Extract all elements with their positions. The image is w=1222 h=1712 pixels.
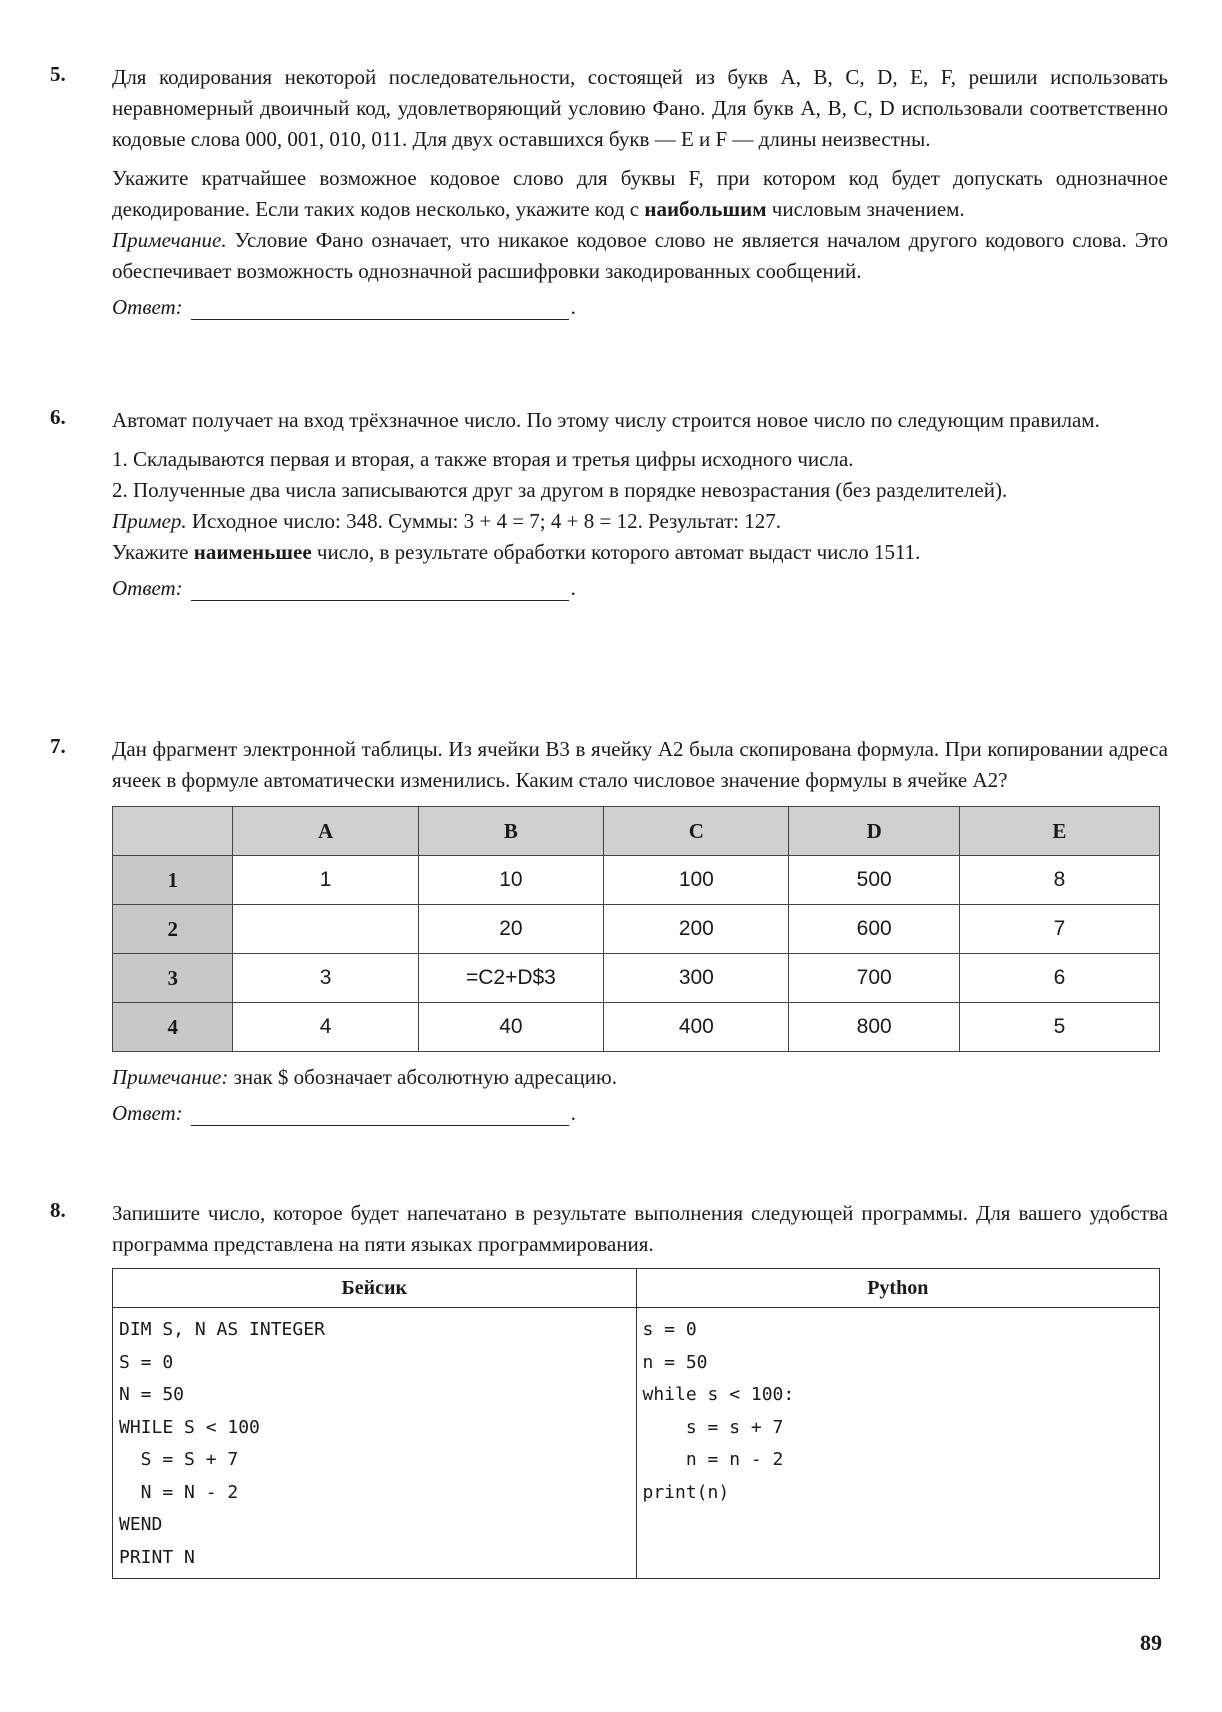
task-6-example: Пример. Исходное число: 348. Суммы: 3 + 4 = 7; 4 + 8 = 12. Результат: 127. — [112, 509, 781, 533]
cell-e2: 7 — [959, 905, 1159, 954]
basic-code-line: PRINT N — [119, 1546, 195, 1568]
basic-code-line: N = 50 — [119, 1384, 185, 1405]
answer-line: Ответ: . — [112, 576, 576, 600]
spreadsheet-table — [112, 806, 1160, 1052]
spreadsheet-row — [113, 954, 1160, 1003]
row-header: 3 — [113, 954, 233, 1003]
answer-blank[interactable] — [191, 578, 569, 601]
basic-code-line: N = N - 2 — [119, 1481, 239, 1503]
task-5-statement: Для кодирования некоторой последовательности, состоящей из букв A, B, C, D, E, F, решили использовать неравномерный двоичный код, удовлетворяющий условию Фано. Для букв A, B, C, D использовали соответственно кодовые слова 000, 001, 010, 011. Для двух оставшихся букв — E и F — длины неизвестны. — [112, 65, 1168, 151]
page-number: 89 — [1140, 1630, 1162, 1655]
task-6-question: Укажите наименьшее число, в результате обработки которого автомат выдаст число 1511. — [112, 540, 921, 564]
column-header-a: A — [233, 807, 418, 856]
basic-code-line: S = 0 — [119, 1351, 174, 1373]
task-6-statement: Автомат получает на вход трёхзначное число. По этому числу строится новое число по следующим правилам. — [112, 408, 1100, 432]
cell-c2: 200 — [604, 905, 789, 954]
task-7-statement: Дан фрагмент электронной таблицы. Из ячейки B3 в ячейку A2 была скопирована формула. При копировании адреса ячеек в формуле автоматически изменились. Каким стало числовое значение формулы в ячейке A2? — [112, 737, 1168, 792]
cell-c1: 100 — [604, 856, 789, 905]
spreadsheet-row — [113, 905, 1160, 954]
cell-c4: 400 — [604, 1003, 789, 1052]
cell-a4: 4 — [233, 1003, 418, 1052]
cell-d1: 500 — [789, 856, 959, 905]
answer-line: Ответ: . — [112, 1101, 576, 1125]
task-7-note: Примечание: знак $ обозначает абсолютную адресацию. — [112, 1065, 617, 1089]
code-table — [112, 1268, 1160, 1579]
column-header-e: E — [959, 807, 1159, 856]
row-header: 2 — [113, 905, 233, 954]
cell-a1: 1 — [233, 856, 418, 905]
cell-b1: 10 — [418, 856, 604, 905]
answer-blank[interactable] — [191, 297, 569, 320]
basic-code-line: WHILE S < 100 — [119, 1416, 260, 1438]
task-6-rule-1: 1. Складываются первая и вторая, а также вторая и третья цифры исходного числа. — [112, 447, 854, 471]
python-header: Python — [636, 1269, 1160, 1308]
task-number: 7. — [50, 734, 66, 758]
task-6-rule-2: 2. Полученные два числа записываются друг за другом в порядке невозрастания (без разделителей). — [112, 478, 1008, 502]
column-header-d: D — [789, 807, 959, 856]
task-5-question: Укажите кратчайшее возможное кодовое слово для буквы F, при котором код будет допускать однозначное декодирование. Если таких кодов несколько, укажите код с наибольшим числовым значением. — [112, 166, 1168, 221]
column-header-b: B — [418, 807, 604, 856]
cell-c3: 300 — [604, 954, 789, 1003]
answer-label: Ответ: — [112, 576, 183, 600]
cell-b4: 40 — [418, 1003, 604, 1052]
answer-blank[interactable] — [191, 1103, 569, 1126]
python-code-line: n = n - 2 — [642, 1449, 784, 1470]
cell-a3: 3 — [233, 954, 418, 1003]
python-code-line: n = 50 — [642, 1351, 708, 1373]
cell-e1: 8 — [959, 856, 1159, 905]
task-number: 5. — [50, 62, 66, 86]
basic-code-cell — [113, 1308, 637, 1579]
column-header-c: C — [604, 807, 789, 856]
task-number: 8. — [50, 1198, 66, 1222]
cell-a2 — [233, 905, 418, 954]
spreadsheet-row — [113, 856, 1160, 905]
basic-code-line: S = S + 7 — [119, 1449, 239, 1470]
cell-e3: 6 — [959, 954, 1159, 1003]
spreadsheet-row — [113, 1003, 1160, 1052]
cell-e4: 5 — [959, 1003, 1159, 1052]
answer-label: Ответ: — [112, 295, 183, 319]
cell-d2: 600 — [789, 905, 959, 954]
python-code-line: print(n) — [642, 1481, 730, 1503]
basic-code-line: DIM S, N AS INTEGER — [119, 1319, 325, 1340]
row-header: 1 — [113, 856, 233, 905]
python-code-cell — [636, 1308, 1160, 1579]
cell-d4: 800 — [789, 1003, 959, 1052]
task-5-note: Примечание. Условие Фано означает, что никакое кодовое слово не является началом другого кодового слова. Это обеспечивает возможность однозначной расшифровки закодированных сообщений. — [112, 228, 1168, 283]
cell-d3: 700 — [789, 954, 959, 1003]
basic-code-line: WEND — [119, 1514, 163, 1535]
basic-header: Бейсик — [113, 1269, 637, 1308]
task-number: 6. — [50, 405, 66, 429]
spreadsheet-header-row — [113, 807, 1160, 856]
python-code-line: s = 0 — [642, 1319, 697, 1340]
task-8-statement: Запишите число, которое будет напечатано в результате выполнения следующей программы. Для вашего удобства программа представлена на пяти языках программирования. — [112, 1201, 1168, 1256]
answer-line: Ответ: . — [112, 295, 576, 319]
python-code-line: while s < 100: — [642, 1384, 795, 1405]
answer-label: Ответ: — [112, 1101, 183, 1125]
row-header: 4 — [113, 1003, 233, 1052]
cell-b2: 20 — [418, 905, 604, 954]
python-code-line: s = s + 7 — [642, 1416, 784, 1438]
corner-cell — [113, 807, 233, 856]
cell-b3: =C2+D$3 — [418, 954, 604, 1003]
